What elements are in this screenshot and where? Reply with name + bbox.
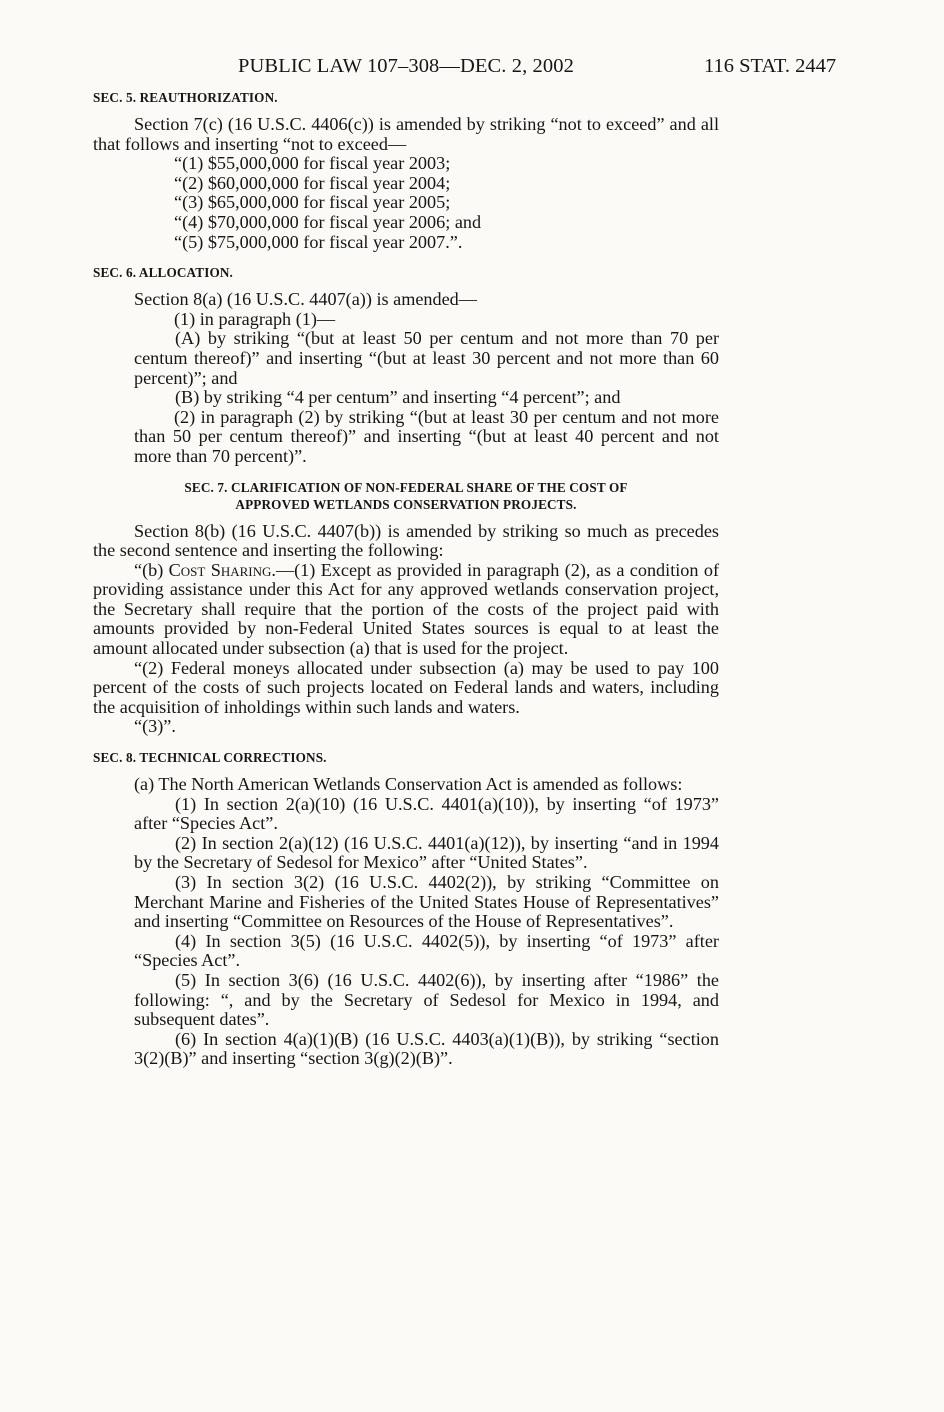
section-8 — [93, 749, 719, 1069]
section-8-item: (1) In section 2(a)(10) (16 U.S.C. 4401(a)(10)), by inserting “of 1973” after “Species Act”. — [134, 793, 719, 834]
page — [93, 55, 837, 1069]
running-header — [93, 55, 837, 89]
section-5-item: “(3) $65,000,000 for fiscal year 2005; — [174, 192, 451, 213]
section-6-subparagraph-B: (B) by striking “4 per centum” and inserting “4 percent”; and — [175, 387, 621, 408]
section-5-item: “(1) $55,000,000 for fiscal year 2003; — [174, 153, 451, 174]
section-6-heading: SEC. 6. ALLOCATION. — [93, 265, 234, 281]
section-5-item: “(2) $60,000,000 for fiscal year 2004; — [174, 172, 451, 193]
section-8-heading: SEC. 8. TECHNICAL CORRECTIONS. — [93, 750, 327, 766]
section-5-item: “(5) $75,000,000 for fiscal year 2007.”. — [174, 231, 463, 252]
section-8-subsection-a: (a) The North American Wetlands Conservation Act is amended as follows: — [134, 774, 683, 795]
section-5-heading: SEC. 5. REAUTHORIZATION. — [93, 90, 278, 105]
section-6-intro: Section 8(a) (16 U.S.C. 4407(a)) is amended— — [134, 289, 477, 310]
header-title: PUBLIC LAW 107–308—DEC. 2, 2002 — [238, 55, 574, 77]
header-stat-page: 116 STAT. 2447 — [704, 55, 837, 77]
section-7-heading-line-1: SEC. 7. CLARIFICATION OF NON-FEDERAL SHARE OF THE COST OF — [184, 479, 628, 495]
section-6-paragraph-2: (2) in paragraph (2) by striking “(but at least 30 per centum and not more than 50 per centum thereof)” and inserting “(but at least 40 percent and not more than 70 percent)”. — [134, 406, 719, 466]
section-7-subsection-b: “(b) Cost Sharing.—(1) Except as provided in paragraph (2), as a condition of providing assistance under this Act for any approved wetlands conservation project, the Secretary shall require that the portion of the costs of the project paid with amounts provided by non-Federal United States sources is equal to at least the amount allocated under subsection (a) that is used for the project. — [93, 559, 720, 659]
section-5-intro: Section 7(c) (16 U.S.C. 4406(c)) is amended by striking “not to exceed” and all that follows and inserting “not to exceed— — [93, 114, 719, 154]
cost-sharing-caption: Cost Sharing — [168, 559, 272, 580]
section-7 — [93, 479, 719, 738]
section-8-item: (2) In section 2(a)(12) (16 U.S.C. 4401(a)(12)), by inserting “and in 1994 by the Secretary of Sedesol for Mexico” after “United States”. — [134, 832, 719, 873]
section-5-item: “(4) $70,000,000 for fiscal year 2006; and — [174, 211, 482, 232]
section-5 — [93, 89, 719, 252]
section-6-paragraph-1: (1) in paragraph (1)— — [174, 308, 336, 329]
section-7-paragraph-3: “(3)”. — [134, 716, 176, 737]
section-8-item: (6) In section 4(a)(1)(B) (16 U.S.C. 4403(a)(1)(B)), by striking “section 3(2)(B)” and inserting “section 3(g)(2)(B)”. — [134, 1028, 719, 1069]
section-8-item: (5) In section 3(6) (16 U.S.C. 4402(6)), by inserting after “1986” the following: “, and by the Secretary of Sedesol for Mexico in 1994, and subsequent dates”. — [134, 969, 719, 1030]
section-7-paragraph-2: “(2) Federal moneys allocated under subsection (a) may be used to pay 100 percent of the costs of such projects located on Federal lands and waters, including the acquisition of inholdings within such lands and waters. — [93, 657, 719, 717]
section-6 — [93, 264, 719, 466]
section-8-item: (3) In section 3(2) (16 U.S.C. 4402(2)), by striking “Committee on Merchant Marine and Fisheries of the United States House of Representatives” and inserting “Committee on Resources of the House of Representatives”. — [134, 872, 719, 932]
section-8-item: (4) In section 3(5) (16 U.S.C. 4402(5)), by inserting “of 1973” after “Species Act”. — [134, 930, 719, 971]
section-7-intro: Section 8(b) (16 U.S.C. 4407(b)) is amended by striking so much as precedes the second sentence and inserting the following: — [93, 520, 719, 561]
section-7-heading — [93, 479, 719, 513]
section-6-subparagraph-A: (A) by striking “(but at least 50 per centum and not more than 70 per centum thereof)” and inserting “(but at least 30 percent and not more than 60 percent)”; and — [134, 328, 719, 388]
section-7-heading-line-2: APPROVED WETLANDS CONSERVATION PROJECTS. — [235, 496, 577, 512]
